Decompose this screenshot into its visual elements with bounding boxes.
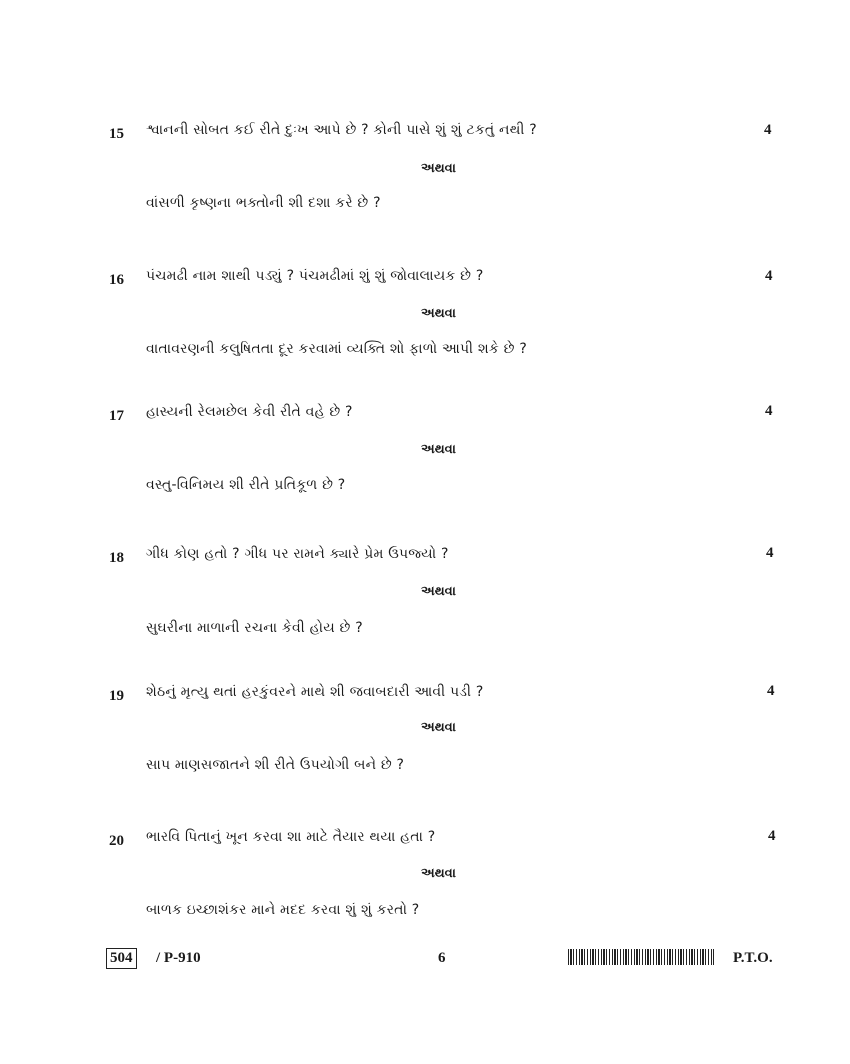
pto-label: P.T.O. (733, 950, 773, 966)
paper-number: / P-910 (156, 950, 201, 966)
alternative-question-text: વાંસળી કૃષ્ણના ભક્તોની શી દશા કરે છે ? (146, 195, 381, 211)
or-label: અથવા (421, 720, 456, 735)
question-number: 20 (109, 833, 124, 849)
marks: 4 (765, 268, 773, 284)
alternative-question-text: સાપ માણસજાતને શી રીતે ઉપયોગી બને છે ? (146, 757, 405, 773)
question-text: ભારવિ પિતાનું ખૂન કરવા શા માટે તૈયાર થયા હતા ? (146, 829, 436, 845)
question-number: 19 (109, 688, 124, 704)
alternative-question-text: બાળક ઇચ્છાશંકર માને મદદ કરવા શું શું કરતો ? (146, 902, 420, 918)
alternative-question-text: વાતાવરણની કલુષિતતા દૂર કરવામાં વ્યક્તિ શો ફાળો આપી શકે છે ? (146, 341, 527, 357)
question-text: પંચમઢી નામ શાથી પડ્યું ? પંચમઢીમાં શું શું જોવાલાયક છે ? (146, 268, 484, 284)
question-text: શેઠનું મૃત્યુ થતાં હરકુંવરને માથે શી જવાબદારી આવી પડી ? (146, 684, 484, 700)
or-label: અથવા (421, 442, 456, 457)
marks: 4 (765, 403, 773, 419)
question-text: ગીધ કોણ હતો ? ગીધ પર રામને ક્યારે પ્રેમ ઉપજ્યો ? (146, 546, 449, 562)
or-label: અથવા (421, 584, 456, 599)
question-number: 15 (109, 126, 124, 142)
question-text: હાસ્યની રેલમછેલ કેવી રીતે વહે છે ? (146, 404, 353, 420)
marks: 4 (767, 683, 775, 699)
or-label: અથવા (421, 161, 456, 176)
question-text: શ્વાનની સોબત કઈ રીતે દુઃખ આપે છે ? કોની પાસે શું શું ટકતું નથી ? (146, 122, 537, 138)
page-number: 6 (438, 950, 446, 966)
barcode-icon (568, 949, 714, 965)
question-number: 16 (109, 272, 124, 288)
alternative-question-text: સુઘરીના માળાની રચના કેવી હોય છે ? (146, 620, 363, 636)
marks: 4 (764, 122, 772, 138)
or-label: અથવા (421, 306, 456, 321)
paper-code-box: 504 (106, 948, 137, 969)
marks: 4 (768, 828, 776, 844)
or-label: અથવા (421, 866, 456, 881)
question-number: 17 (109, 408, 124, 424)
question-number: 18 (109, 550, 124, 566)
marks: 4 (766, 545, 774, 561)
alternative-question-text: વસ્તુ-વિનિમય શી રીતે પ્રતિકૂળ છે ? (146, 477, 346, 493)
